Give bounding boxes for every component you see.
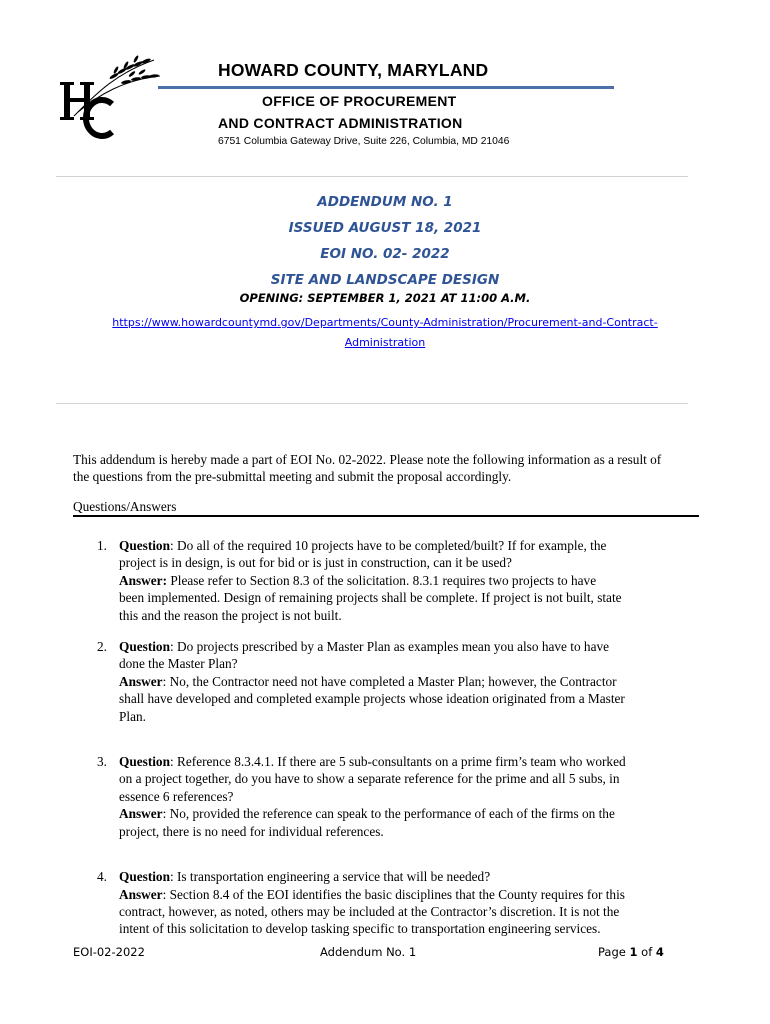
intro-line: This addendum is hereby made a part of EOI No. 02-2022. Please note the following information as a result of bbox=[73, 452, 662, 467]
item-number: 1. bbox=[97, 538, 107, 553]
answer-text: : No, provided the reference can speak to the performance of each of the firms on the bbox=[162, 806, 615, 822]
office-name-line1: OFFICE OF PROCUREMENT bbox=[262, 93, 457, 109]
question-line bbox=[119, 868, 703, 885]
answer-line: project, there is no need for individual references. bbox=[119, 823, 384, 839]
answer-label: Answer: bbox=[119, 572, 168, 588]
answer-label: Answer bbox=[119, 886, 163, 902]
county-name: HOWARD COUNTY, MARYLAND bbox=[218, 60, 489, 80]
footer-document-id: EOI-02-2022 bbox=[73, 945, 145, 959]
addendum-title-block bbox=[0, 192, 770, 296]
office-name-line2: AND CONTRACT ADMINISTRATION bbox=[218, 115, 463, 131]
question-label: Question bbox=[119, 754, 170, 770]
project-name: SITE AND LANDSCAPE DESIGN bbox=[270, 272, 500, 288]
answer-line: intent of this solicitation to develop tasking specific to transportation engineering services. bbox=[119, 921, 601, 937]
question-line bbox=[119, 638, 703, 655]
procurement-link[interactable] bbox=[60, 313, 710, 353]
question-text: : Reference 8.3.4.1. If there are 5 sub-consultants on a prime firm’s team who worked bbox=[169, 754, 626, 770]
qa-heading: Questions/Answers bbox=[73, 499, 177, 514]
header-rule bbox=[158, 86, 614, 89]
question-text: : Do all of the required 10 projects have to be completed/built? If for example, the bbox=[169, 538, 607, 553]
answer-line: been implemented. Design of remaining projects shall be complete. If project is not built, state bbox=[119, 590, 622, 606]
footer-page-number: Page 1 of 4 bbox=[598, 945, 664, 959]
answer-line bbox=[119, 572, 703, 589]
eoi-number: EOI NO. 02- 2022 bbox=[320, 246, 450, 262]
question-text: : Do projects prescribed by a Master Plan as examples mean you also have to have bbox=[169, 639, 610, 655]
answer-text: : No, the Contractor need not have completed a Master Plan; however, the Contractor bbox=[162, 673, 617, 689]
opening-date: OPENING: SEPTEMBER 1, 2021 AT 11:00 A.M. bbox=[239, 291, 531, 305]
answer-label: Answer bbox=[119, 806, 163, 822]
qa-list bbox=[73, 537, 703, 938]
question-line: done the Master Plan? bbox=[119, 656, 238, 672]
question-line: project is in design, is out for bid or is just in construction, can it be used? bbox=[119, 555, 512, 571]
item-number: 3. bbox=[97, 754, 107, 770]
qa-item-4 bbox=[73, 868, 703, 938]
answer-line: contract, however, as noted, others may be included at the Contractor’s discretion. It is not the bbox=[119, 903, 620, 919]
question-line: on a project together, do you have to show a separate reference for the prime and all 5 subs, in bbox=[119, 771, 620, 787]
howard-county-logo bbox=[54, 46, 164, 142]
answer-line bbox=[119, 805, 703, 822]
answer-line bbox=[119, 886, 703, 903]
question-line bbox=[119, 753, 703, 770]
question-line: essence 6 references? bbox=[119, 788, 234, 804]
addendum-number: ADDENDUM NO. 1 bbox=[317, 194, 453, 210]
question-label: Question bbox=[119, 869, 170, 885]
question-label: Question bbox=[119, 538, 170, 553]
answer-line: this and the reason the project is not built. bbox=[119, 607, 342, 623]
answer-text: : Section 8.4 of the EOI identifies the basic disciplines that the County requires for this bbox=[162, 886, 625, 902]
question-text: : Is transportation engineering a service that will be needed? bbox=[169, 869, 491, 885]
question-line bbox=[119, 537, 703, 554]
qa-item-3 bbox=[73, 753, 703, 840]
item-number: 2. bbox=[97, 639, 107, 655]
issue-date: ISSUED AUGUST 18, 2021 bbox=[288, 220, 482, 236]
answer-text: Please refer to Section 8.3 of the solicitation. 8.3.1 requires two projects to have bbox=[167, 572, 597, 588]
qa-rule bbox=[73, 515, 699, 517]
procurement-link-line2[interactable]: Administration bbox=[344, 336, 426, 349]
divider-middle bbox=[56, 403, 688, 404]
procurement-link-line1[interactable]: https://www.howardcountymd.gov/Departments/County-Administration/Procurement-and-Contract- bbox=[112, 316, 658, 329]
answer-label: Answer bbox=[119, 673, 163, 689]
qa-item-1 bbox=[73, 537, 703, 624]
footer-addendum: Addendum No. 1 bbox=[320, 945, 417, 959]
intro-paragraph bbox=[73, 451, 705, 486]
office-address: 6751 Columbia Gateway Drive, Suite 226, Columbia, MD 21046 bbox=[218, 136, 510, 147]
qa-item-2 bbox=[73, 638, 703, 725]
divider-top bbox=[56, 176, 688, 177]
answer-line: shall have developed and completed example projects whose ideation originated from a Master bbox=[119, 691, 625, 707]
item-number: 4. bbox=[97, 869, 107, 885]
intro-line: the questions from the pre-submittal meeting and submit the proposal accordingly. bbox=[73, 469, 512, 485]
answer-line: Plan. bbox=[119, 708, 146, 724]
question-label: Question bbox=[119, 639, 170, 655]
answer-line bbox=[119, 673, 703, 690]
